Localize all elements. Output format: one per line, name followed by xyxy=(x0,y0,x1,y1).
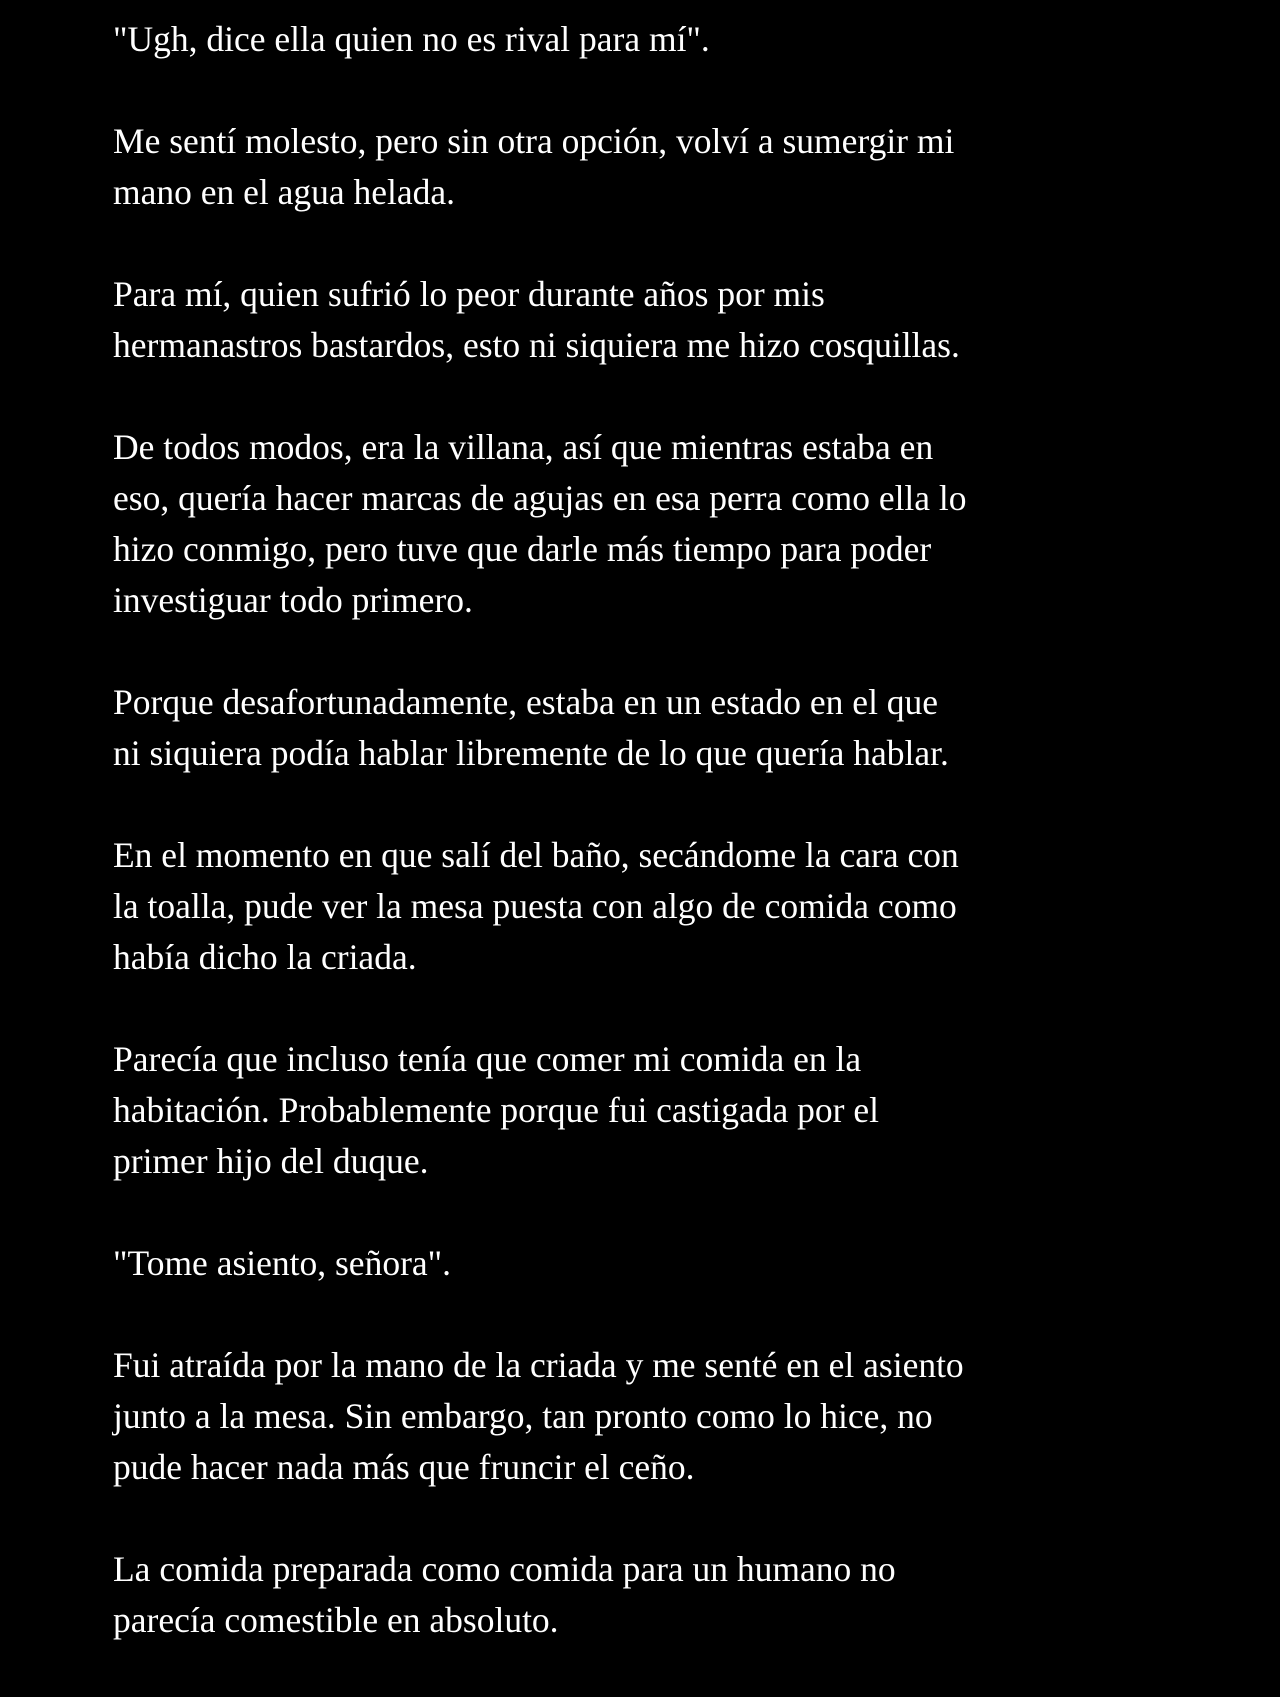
text-line: habitación. Probablemente porque fui castigada por el xyxy=(113,1090,879,1130)
text-line: "Ugh, dice ella quien no es rival para mí". xyxy=(113,19,710,59)
paragraph xyxy=(113,1238,1163,1289)
text-line: La comida preparada como comida para un humano no xyxy=(113,1549,896,1589)
text-line: Para mí, quien sufrió lo peor durante años por mis xyxy=(113,274,825,314)
text-line: hizo conmigo, pero tuve que darle más tiempo para poder xyxy=(113,529,932,569)
paragraph xyxy=(113,830,1163,983)
text-line: Me sentí molesto, pero sin otra opción, volví a sumergir mi xyxy=(113,121,955,161)
paragraph xyxy=(113,14,1163,65)
paragraph xyxy=(113,116,1163,218)
text-line: En el momento en que salí del baño, secándome la cara con xyxy=(113,835,959,875)
paragraph xyxy=(113,677,1163,779)
text-line: ni siquiera podía hablar libremente de lo que quería hablar. xyxy=(113,733,949,773)
paragraph xyxy=(113,1544,1163,1646)
text-line: mano en el agua helada. xyxy=(113,172,456,212)
paragraph xyxy=(113,1340,1163,1493)
text-line: junto a la mesa. Sin embargo, tan pronto como lo hice, no xyxy=(113,1396,933,1436)
paragraph xyxy=(113,1034,1163,1187)
text-line: parecía comestible en absoluto. xyxy=(113,1600,559,1640)
text-line: Parecía que incluso tenía que comer mi comida en la xyxy=(113,1039,862,1079)
text-line: eso, quería hacer marcas de agujas en esa perra como ella lo xyxy=(113,478,967,518)
text-line: Fui atraída por la mano de la criada y me senté en el asiento xyxy=(113,1345,964,1385)
text-line: primer hijo del duque. xyxy=(113,1141,429,1181)
text-line: Porque desafortunadamente, estaba en un estado en el que xyxy=(113,682,939,722)
paragraph xyxy=(113,269,1163,371)
text-line: pude hacer nada más que fruncir el ceño. xyxy=(113,1447,695,1487)
text-line: la toalla, pude ver la mesa puesta con algo de comida como xyxy=(113,886,957,926)
story-text xyxy=(113,14,1163,1697)
text-line: "Tome asiento, señora". xyxy=(113,1243,452,1283)
text-line: hermanastros bastardos, esto ni siquiera me hizo cosquillas. xyxy=(113,325,960,365)
text-line: investiguar todo primero. xyxy=(113,580,473,620)
text-line: De todos modos, era la villana, así que mientras estaba en xyxy=(113,427,934,467)
paragraph xyxy=(113,422,1163,626)
text-line: había dicho la criada. xyxy=(113,937,417,977)
